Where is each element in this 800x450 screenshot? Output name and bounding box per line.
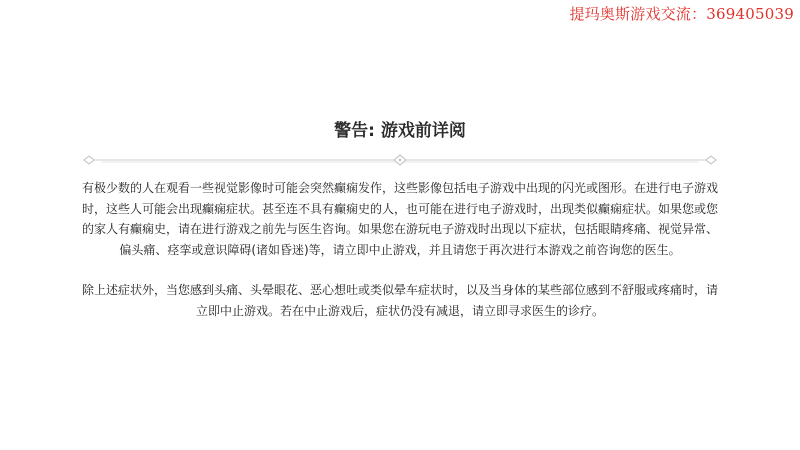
warning-paragraph-discomfort: 除上述症状外，当您感到头痛、头晕眼花、恶心想吐或类似晕车症状时，以及当身体的某些部位感到不舒服或疼痛时，请立即中止游戏。若在中止游戏后，症状仍没有减退，请立即寻求医生的诊疗。 [81,283,718,318]
ornamental-divider [80,154,720,166]
warning-body [80,178,720,321]
warning-paragraph-seizure: 有极少数的人在观看一些视觉影像时可能会突然癫痫发作，这些影像包括电子游戏中出现的闪光或图形。在进行电子游戏时，这些人可能会出现癫痫症状。甚至连不具有癫痫史的人，也可能在进行电子游戏时，出现类似癫痫症状。如果您或您的家人有癫痫史，请在进行游戏之前先与医生咨询。如果您在游玩电子游戏时出现以下症状，包括眼睛疼痛、视觉异常、偏头痛、痉挛或意识障碍(诸如昏迷)等，请立即中止游戏，并且请您于再次进行本游戏之前咨询您的医生。 [81,181,718,257]
warning-panel [80,118,720,321]
divider-ornament-icon [80,154,720,166]
warning-title: 警告: 游戏前详阅 [334,121,466,141]
stream-watermark: 提玛奥斯游戏交流：369405039 [569,5,794,23]
